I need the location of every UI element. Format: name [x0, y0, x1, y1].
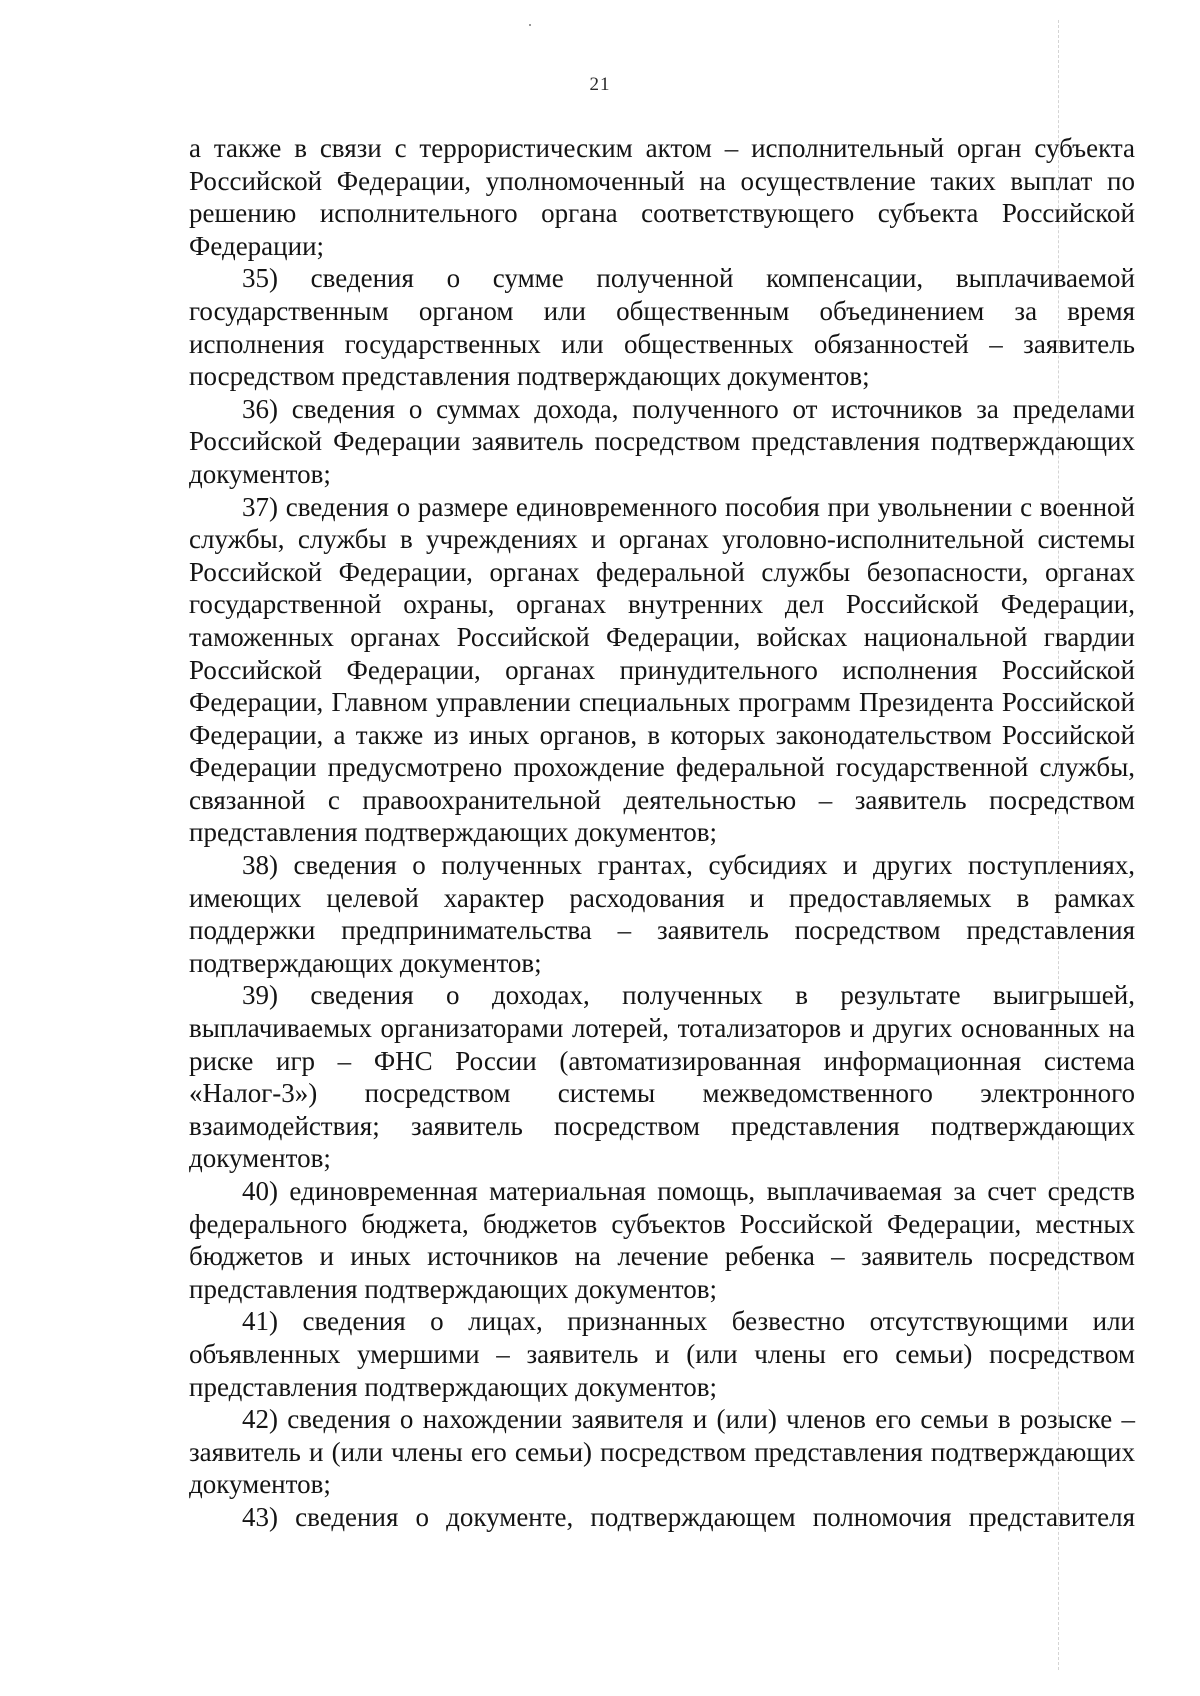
paragraph-continuation: а также в связи с террористическим актом – исполнительный орган субъекта Российской Федерации, уполномоченный на осуществление таких выплат по решению исполнительного органа соответствующего субъекта Российской Федерации;: [189, 133, 1135, 261]
paragraph-item-35: 35) сведения о сумме полученной компенсации, выплачиваемой государственным органом или общественным объединением за время исполнения государственных или общественных обязанностей – заявитель посредством представления подтверждающих документов;: [189, 263, 1135, 392]
paragraph-item-37: 37) сведения о размере единовременного пособия при увольнении с военной службы, службы в учреждениях и органах уголовно-исполнительной системы Российской Федерации, органах федеральной службы безопасности, органах государственной охраны, органах внутренних дел Российской Федерации, таможенных органах Российской Федерации, войсках национальной гвардии Российской Федерации, органах принудительного исполнения Российской Федерации, Главном управлении специальных программ Президента Российской Федерации, а также из иных органов, в которых законодательством Российской Федерации предусмотрено прохождение федеральной государственной службы, связанной с правоохранительной деятельностью – заявитель посредством представления подтверждающих документов;: [189, 491, 1135, 848]
document-body: [189, 132, 1135, 1534]
paragraph-item-36: 36) сведения о суммах дохода, полученного от источников за пределами Российской Федерации заявитель посредством представления подтверждающих документов;: [189, 393, 1135, 489]
paragraph-item-38: 38) сведения о полученных грантах, субсидиях и других поступлениях, имеющих целевой характер расходования и предоставляемых в рамках поддержки предпринимательства – заявитель посредством представления подтверждающих документов;: [189, 850, 1135, 978]
paragraph-item-43: 43) сведения о документе, подтверждающем полномочия представителя: [242, 1501, 1135, 1532]
page-number: 21: [589, 74, 611, 95]
scan-artifact-dot: [529, 24, 531, 26]
paragraph-item-42: 42) сведения о нахождении заявителя и (или) членов его семьи в розыске – заявитель и (или члены его семьи) посредством представления подтверждающих документов;: [189, 1404, 1135, 1500]
paragraph-item-39: 39) сведения о доходах, полученных в результате выигрышей, выплачиваемых организаторами лотерей, тотализаторов и других основанных на риске игр – ФНС России (автоматизированная информационная система «Налог-3») посредством системы межведомственного электронного взаимодействия; заявитель посредством представления подтверждающих документов;: [189, 980, 1135, 1174]
paragraph-item-40: 40) единовременная материальная помощь, выплачиваемая за счет средств федерального бюджета, бюджетов субъектов Российской Федерации, местных бюджетов и иных источников на лечение ребенка – заявитель посредством представления подтверждающих документов;: [189, 1176, 1135, 1304]
paragraph-item-41: 41) сведения о лицах, признанных безвестно отсутствующими или объявленных умершими – заявитель и (или члены его семьи) посредством представления подтверждающих документов;: [189, 1306, 1135, 1402]
